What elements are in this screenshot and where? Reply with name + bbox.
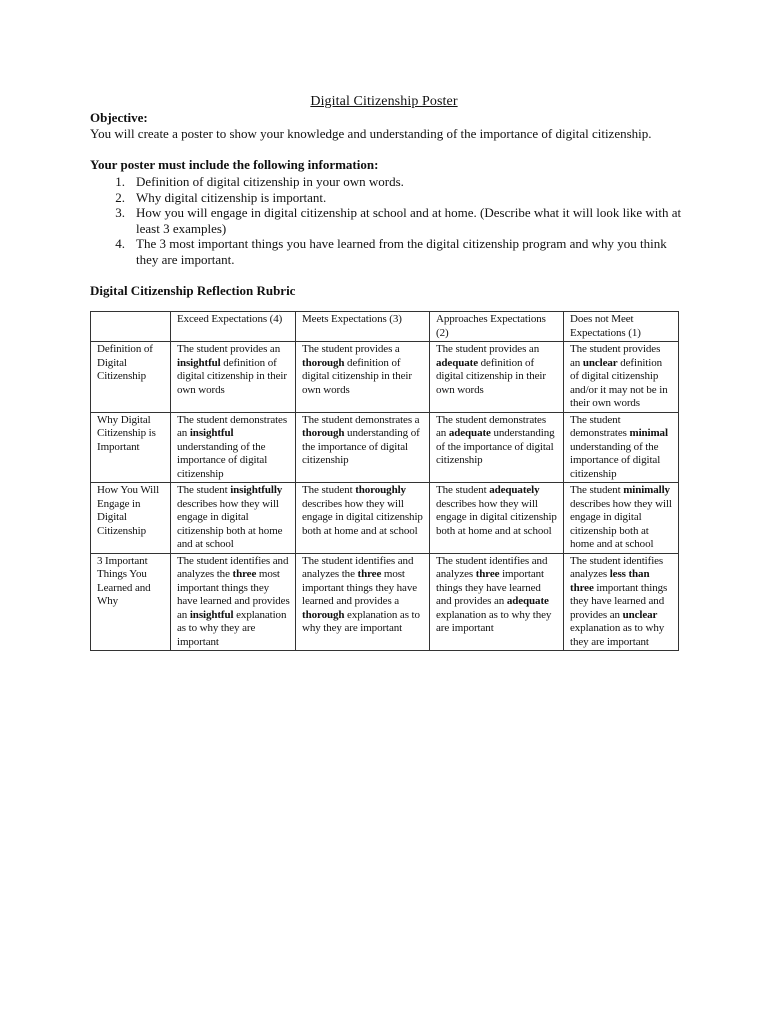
cell-text: The student [436, 484, 490, 496]
cell-text: understanding of the importance of digital citizenship [177, 440, 268, 480]
rubric-header-cell-exceeds: Exceed Expectations (4) [171, 312, 296, 342]
emphasized-text: thorough [302, 608, 345, 621]
emphasized-text: adequate [506, 595, 549, 607]
cell-text: definition of digital citizenship in their own words [302, 356, 412, 396]
rubric-cell [564, 412, 679, 483]
requirement-number: 2. [115, 189, 125, 205]
cell-text: The student [177, 484, 231, 496]
requirement-item-1 [90, 174, 690, 190]
rubric-cell [296, 553, 430, 651]
emphasized-text: three [232, 568, 257, 580]
rubric-header-cell-criterion [91, 312, 171, 342]
cell-text: most important things they have learned and provides an [177, 568, 290, 621]
rubric-criterion-cell: Definition of Digital Citizenship [91, 342, 171, 413]
emphasized-text: insightful [189, 427, 234, 439]
rubric-header-cell-meets: Meets Expectations (3) [296, 312, 430, 342]
cell-text: understanding of the importance of digital citizenship [302, 427, 420, 466]
emphasized-text: insightfully [230, 484, 283, 496]
cell-text: important things they have learned and provides an [436, 568, 544, 607]
rubric-cell [296, 483, 430, 554]
emphasized-text: three [475, 568, 500, 580]
emphasized-text: insightful [177, 356, 221, 369]
rubric-cell [564, 342, 679, 413]
requirement-number: 1. [115, 174, 125, 189]
emphasized-text: unclear [582, 356, 618, 369]
cell-text: explanation as to why they are important [302, 608, 420, 634]
emphasized-text: insightful [189, 608, 234, 621]
rubric-table [90, 311, 679, 651]
cell-text: The student demonstrates [570, 413, 630, 439]
rubric-criterion-cell: 3 Important Things You Learned and Why [91, 553, 171, 651]
rubric-cell [171, 483, 296, 554]
rubric-cell [171, 553, 296, 651]
cell-text: understanding of the importance of digital citizenship [570, 440, 661, 480]
requirement-item-3 [90, 205, 690, 236]
cell-text: The student [302, 484, 356, 496]
emphasized-text: minimally [623, 484, 670, 496]
emphasized-text: less than three [570, 568, 650, 594]
rubric-cell [430, 553, 564, 651]
rubric-cell [430, 342, 564, 413]
emphasized-text: minimal [629, 427, 668, 439]
rubric-row-definition [91, 342, 679, 413]
rubric-heading: Digital Citizenship Reflection Rubric [90, 283, 296, 298]
rubric-cell [430, 412, 564, 483]
objective-heading: Objective: [90, 110, 148, 125]
cell-text: The student [570, 484, 624, 496]
cell-text: definition of digital citizenship in their own words [177, 356, 287, 396]
rubric-row-importance [91, 412, 679, 483]
emphasized-text: thorough [302, 356, 345, 369]
cell-text: describes how they will engage in digital citizenship both at home and at school [570, 497, 672, 550]
rubric-body [91, 342, 679, 651]
emphasized-text: three [357, 568, 382, 580]
page-title: Digital Citizenship Poster [310, 94, 458, 109]
rubric-header-cell-does-not-meet: Does not Meet Expectations (1) [564, 312, 679, 342]
cell-text: The student demonstrates a [302, 413, 420, 426]
requirement-number: 4. [115, 236, 125, 251]
cell-text: definition of digital citizenship and/or it may not be in their own words [570, 356, 668, 409]
emphasized-text: adequate [436, 356, 478, 369]
rubric-row-engagement [91, 483, 679, 554]
rubric-cell [430, 483, 564, 554]
cell-text: explanation as to why they are important [436, 608, 552, 634]
rubric-cell [564, 483, 679, 554]
cell-text: describes how they will engage in digital citizenship both at home and at school [302, 497, 423, 537]
requirements-heading: Your poster must include the following information: [90, 157, 379, 172]
emphasized-text: thorough [302, 427, 345, 439]
cell-text: The student identifies and analyzes the [302, 554, 414, 580]
emphasized-text: adequate [448, 427, 491, 439]
rubric-criterion-cell: Why Digital Citizenship is Important [91, 412, 171, 483]
rubric-criterion-cell: How You Will Engage in Digital Citizenship [91, 483, 171, 554]
rubric-cell [296, 342, 430, 413]
cell-text: The student provides a [302, 343, 400, 355]
emphasized-text: thoroughly [355, 484, 406, 496]
requirement-item-4 [90, 236, 690, 267]
emphasized-text: adequately [489, 484, 540, 496]
rubric-header-cell-approaches: Approaches Expectations (2) [430, 312, 564, 342]
requirement-number: 3. [115, 205, 125, 220]
cell-text: The student identifies and analyzes [436, 554, 548, 580]
requirements-list [90, 174, 690, 267]
cell-text: important things they have learned and provides an [570, 581, 668, 621]
cell-text: The student provides an [570, 343, 661, 369]
rubric-cell [171, 412, 296, 483]
rubric-cell [171, 342, 296, 413]
cell-text: The student provides an [177, 343, 281, 355]
requirement-text: Definition of digital citizenship in your own words. [136, 174, 404, 189]
requirement-text: The 3 most important things you have learned from the digital citizenship program and why you think they are important. [136, 236, 667, 267]
cell-text: The student provides an [436, 343, 540, 355]
cell-text: The student identifies and analyzes the [177, 554, 289, 580]
cell-text: describes how they will engage in digital citizenship both at home and at school [436, 497, 557, 537]
cell-text: most important things they have learned and provides a [302, 568, 418, 607]
emphasized-text: unclear [622, 608, 658, 621]
requirement-text: Why digital citizenship is important. [136, 189, 327, 205]
cell-text: The student demonstrates an [436, 413, 547, 439]
cell-text: definition of digital citizenship in their own words [436, 356, 546, 396]
cell-text: explanation as to why they are important [570, 622, 665, 648]
requirement-item-2 [90, 190, 690, 206]
cell-text: understanding of the importance of digital citizenship [436, 427, 555, 466]
cell-text: The student identifies analyzes [570, 554, 664, 580]
cell-text: describes how they will engage in digital citizenship both at home and at school [177, 497, 283, 550]
rubric-cell [564, 553, 679, 651]
requirement-text: How you will engage in digital citizenship at school and at home. (Describe what it will look like with at least 3 examples) [136, 205, 682, 236]
objective-text: You will create a poster to show your knowledge and understanding of the importance of digital citizenship. [90, 126, 652, 141]
rubric-header-row [91, 312, 679, 342]
rubric-cell [296, 412, 430, 483]
cell-text: explanation as to why they are important [177, 608, 287, 648]
cell-text: The student demonstrates an [177, 413, 288, 439]
rubric-row-three-things [91, 553, 679, 651]
